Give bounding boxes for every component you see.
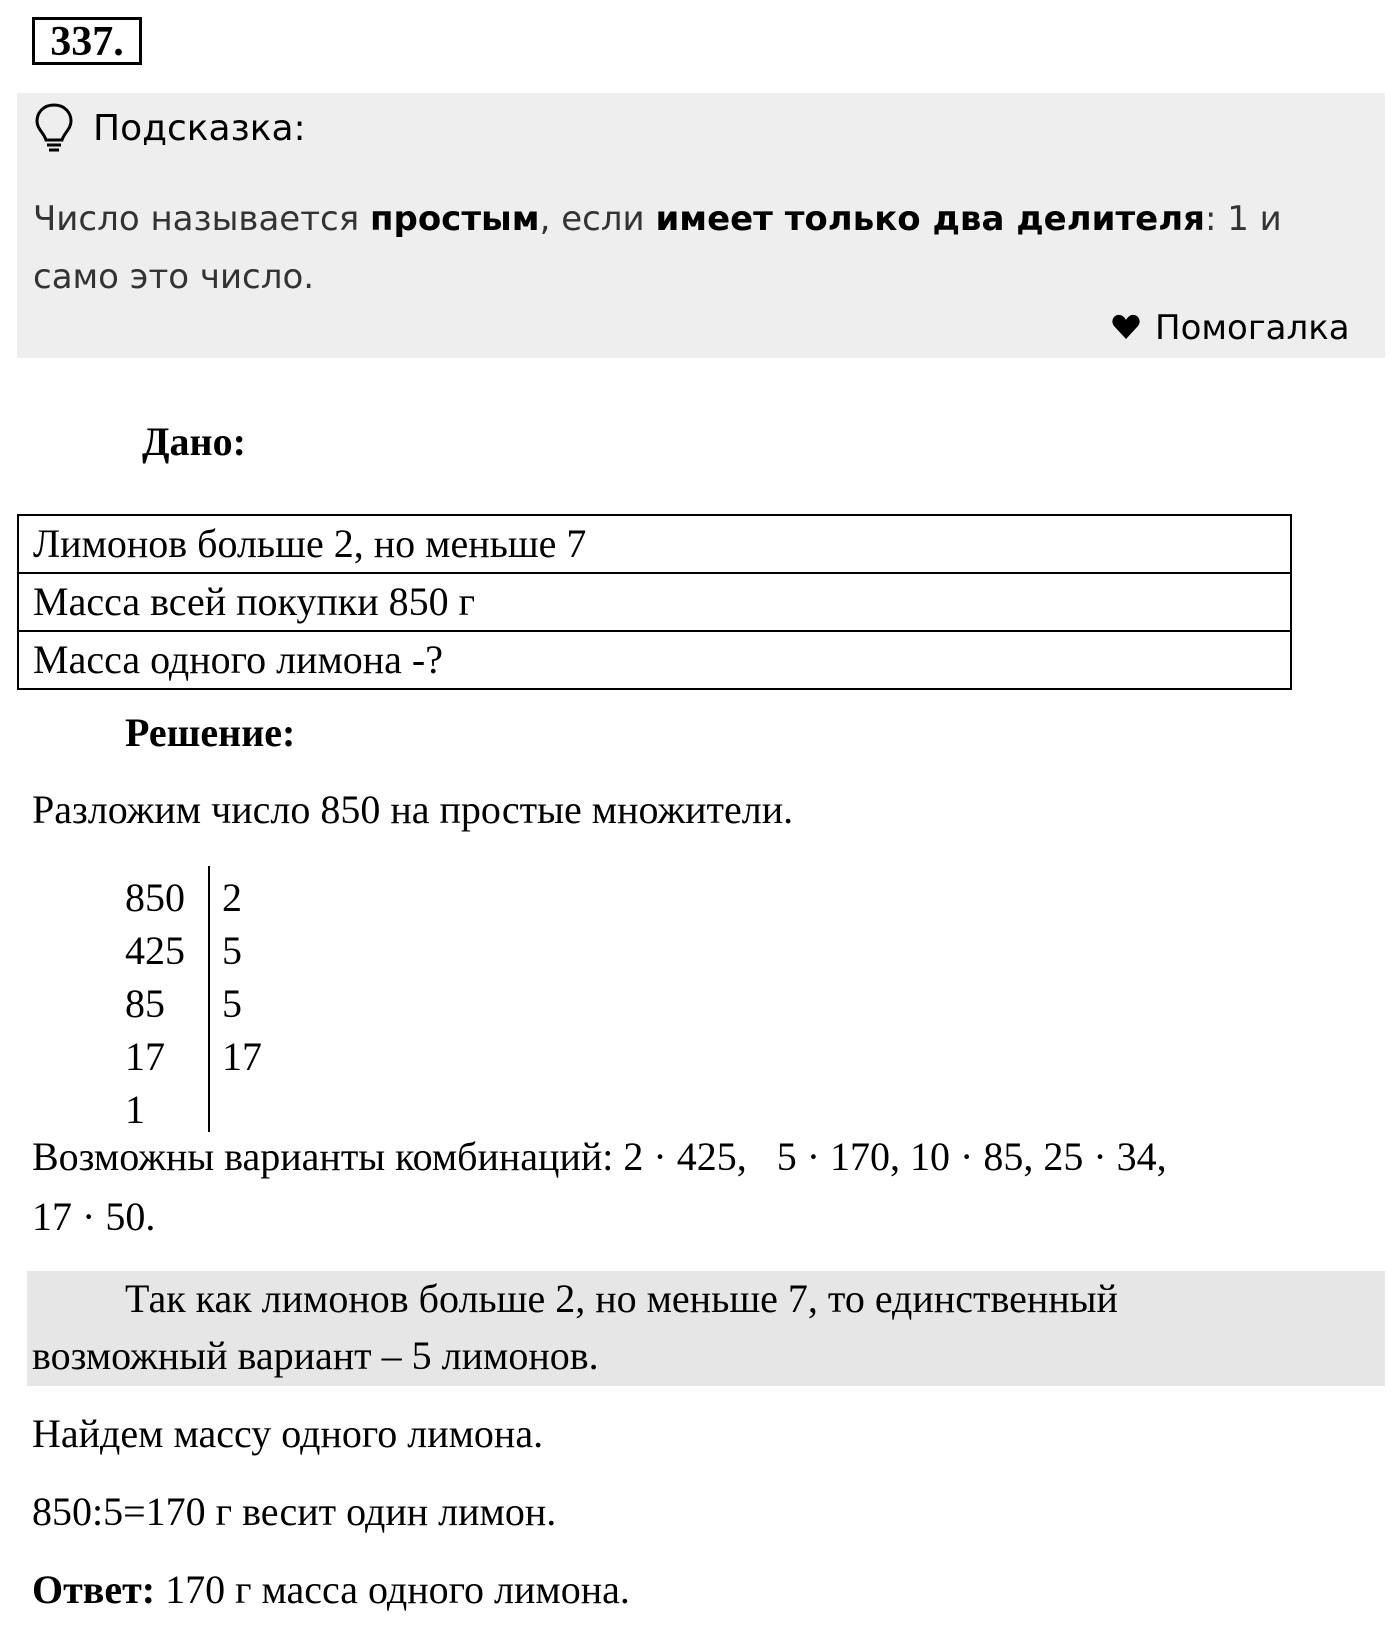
given-cell: Масса одного лимона -? bbox=[18, 631, 1291, 689]
answer-label: Ответ: bbox=[32, 1567, 156, 1612]
given-cell: Масса всей покупки 850 г bbox=[18, 573, 1291, 631]
factor-dividend: 85 bbox=[125, 981, 165, 1026]
brand-label[interactable]: Помогалка bbox=[1155, 308, 1350, 348]
factor-divisor: 5 bbox=[222, 981, 242, 1026]
problem-number: 337. bbox=[32, 17, 142, 65]
given-table bbox=[17, 514, 1292, 690]
given-cell: Лимонов больше 2, но меньше 7 bbox=[18, 515, 1291, 573]
highlight-line: Так как лимонов больше 2, но меньше 7, то единственный bbox=[125, 1276, 1118, 1321]
table-row bbox=[18, 515, 1291, 573]
heart-icon bbox=[1112, 314, 1140, 340]
find-mass-text: Найдем массу одного лимона. bbox=[32, 1411, 544, 1456]
factor-dividend: 850 bbox=[125, 875, 185, 920]
hint-text: Число называется простым, если имеет только два делителя: 1 и само это число. bbox=[33, 199, 1282, 297]
highlight-line: возможный вариант – 5 лимонов. bbox=[32, 1333, 599, 1378]
table-row bbox=[18, 573, 1291, 631]
table-row bbox=[18, 631, 1291, 689]
factor-dividend: 425 bbox=[125, 928, 185, 973]
factor-divisor: 5 bbox=[222, 928, 242, 973]
factorization-divider bbox=[208, 866, 210, 1132]
answer-text: 170 г масса одного лимона. bbox=[155, 1567, 630, 1612]
hint-title: Подсказка: bbox=[93, 108, 306, 149]
factor-dividend: 17 bbox=[125, 1034, 165, 1079]
solution-intro: Разложим число 850 на простые множители. bbox=[32, 787, 794, 832]
solution-heading: Решение: bbox=[125, 710, 296, 755]
combinations-line: 17 · 50. bbox=[32, 1194, 156, 1239]
lightbulb-icon bbox=[34, 102, 74, 156]
given-heading: Дано: bbox=[142, 419, 246, 464]
factor-dividend: 1 bbox=[125, 1087, 145, 1132]
combinations-line: Возможны варианты комбинаций: 2 · 425, 5 · 170, 10 · 85, 25 · 34, bbox=[32, 1134, 1167, 1179]
answer-line bbox=[32, 1561, 630, 1619]
factor-divisor: 17 bbox=[222, 1034, 262, 1079]
calculation-text: 850:5=170 г весит один лимон. bbox=[32, 1489, 557, 1534]
factor-divisor: 2 bbox=[222, 875, 242, 920]
